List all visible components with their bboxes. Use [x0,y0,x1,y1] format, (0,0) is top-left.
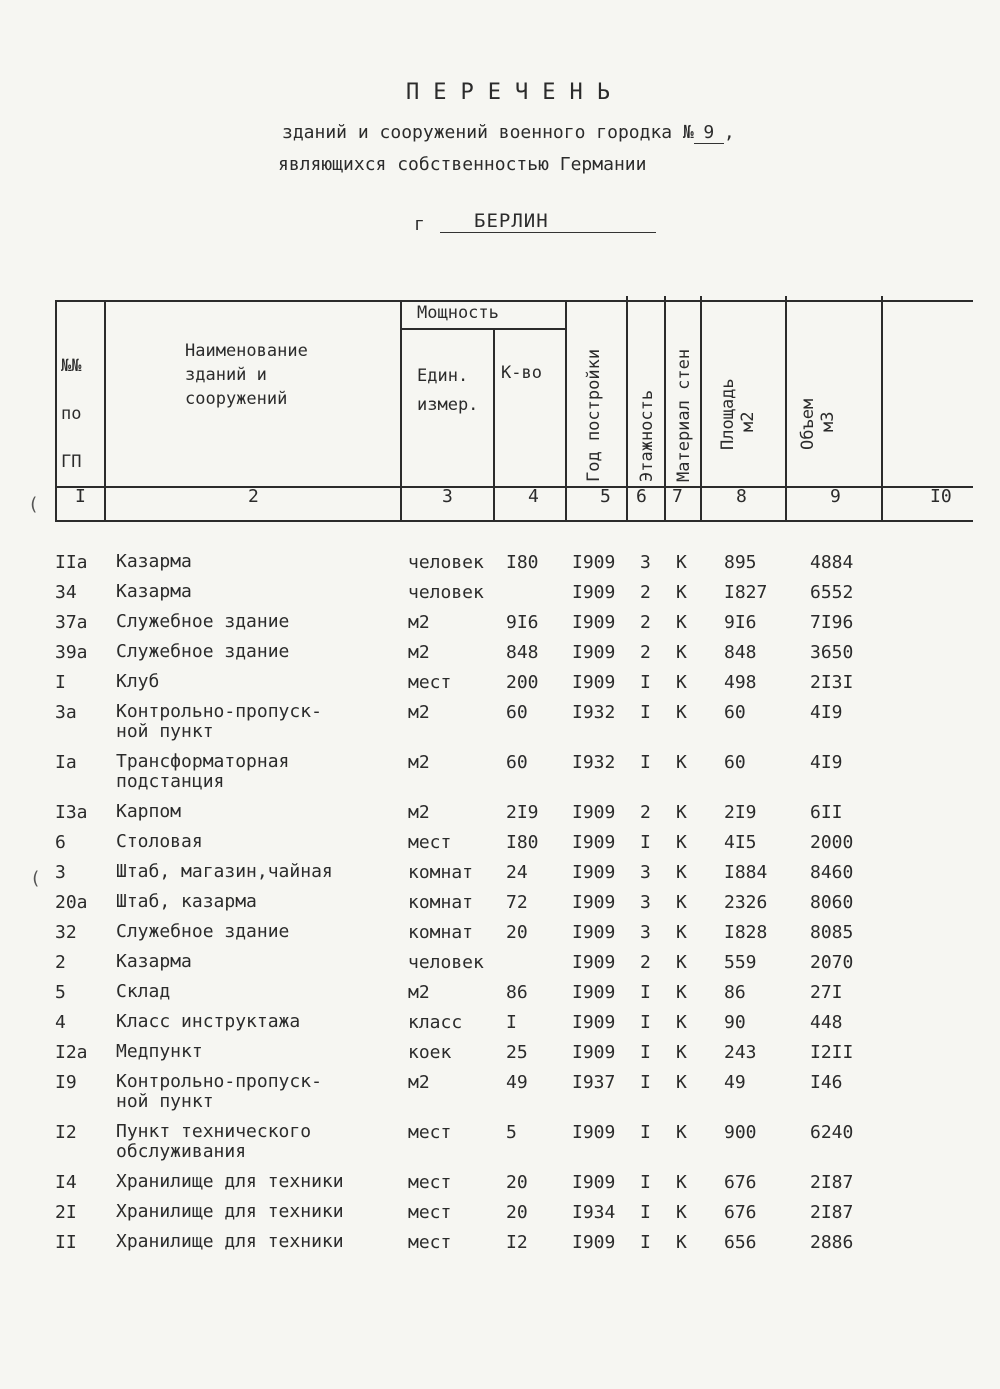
header-num-line: по [61,404,82,424]
cell-volume: 2070 [810,952,854,973]
cell-num: 34 [55,582,77,603]
cell-floors: 2 [640,582,651,603]
cell-unit: м2 [408,1072,430,1093]
subtitle-comma: , [723,122,735,143]
cell-area: 243 [724,1042,757,1063]
header-vline [626,296,628,522]
cell-volume: I46 [810,1072,843,1093]
subtitle-line-1 [282,122,735,144]
punch-hole-mark: ( [28,494,39,515]
cell-wall: К [676,1042,687,1063]
header-num [61,342,81,486]
cell-qty: 24 [506,862,528,883]
cell-name-line: Служебное здание [116,611,290,632]
cell-qty: I [506,1012,517,1033]
cell-name [116,1072,322,1112]
column-number: 3 [442,486,453,507]
cell-name [116,672,159,692]
cell-year: I909 [572,1172,616,1193]
cell-qty: 20 [506,1172,528,1193]
cell-unit: мест [408,1122,452,1143]
header-unit-line: Един. [417,366,469,386]
cell-volume: 4884 [810,552,854,573]
cell-name-line: подстанция [116,771,225,792]
cell-year: I909 [572,1012,616,1033]
cell-qty: 60 [506,702,528,723]
cell-area: 656 [724,1232,757,1253]
cell-volume: 27I [810,982,843,1003]
cell-area: 60 [724,702,746,723]
cell-unit: мест [408,832,452,853]
cell-wall: К [676,802,687,823]
header-top-line [55,300,973,302]
header-area [719,378,758,450]
cell-name-line: Столовая [116,831,203,852]
cell-year: I909 [572,1232,616,1253]
cell-volume: 8460 [810,862,854,883]
cell-name [116,642,289,662]
cell-name-line: Казарма [116,951,192,972]
cell-floors: I [640,1072,651,1093]
cell-floors: I [640,702,651,723]
cell-wall: К [676,1072,687,1093]
punch-hole-mark: ( [30,868,41,889]
cell-qty: 25 [506,1042,528,1063]
cell-name-line: Карпом [116,801,182,822]
cell-volume: 7I96 [810,612,854,633]
cell-name-line: Пункт технического [116,1121,312,1142]
cell-unit: класс [408,1012,463,1033]
cell-unit: м2 [408,802,430,823]
cell-qty: 60 [506,752,528,773]
cell-name [116,552,192,572]
cell-floors: 2 [640,642,651,663]
cell-unit: комнат [408,922,474,943]
cell-area: 4I5 [724,832,757,853]
cell-area: 498 [724,672,757,693]
cell-year: I909 [572,552,616,573]
header-bottom-line [55,520,973,522]
header-name-line: Наименование [185,341,308,361]
cell-name-line: Трансформаторная [116,751,290,772]
column-number: I0 [930,486,952,507]
cell-year: I937 [572,1072,616,1093]
cell-wall: К [676,1232,687,1253]
cell-area: 895 [724,552,757,573]
cell-area: 559 [724,952,757,973]
cell-wall: К [676,892,687,913]
cell-name [116,832,203,852]
cell-name [116,862,333,882]
cell-volume: 6II [810,802,843,823]
cell-name-line: Хранилище для техники [116,1201,344,1222]
cell-num: I2 [55,1122,77,1143]
header-volume-line: м3 [817,411,838,432]
cell-name-line: Казарма [116,551,192,572]
cell-num: I4 [55,1172,77,1193]
cell-volume: 8085 [810,922,854,943]
cell-year: I909 [572,642,616,663]
column-number: I [75,486,86,507]
header-volume [799,399,838,450]
cell-name-line: Хранилище для техники [116,1171,344,1192]
cell-volume: 2I87 [810,1172,854,1193]
cell-area: 9I6 [724,612,757,633]
cell-name-line: Контрольно-пропуск- [116,701,322,722]
cell-floors: I [640,672,651,693]
cell-num: 2I [55,1202,77,1223]
cell-unit: м2 [408,612,430,633]
cell-wall: К [676,952,687,973]
header-unit-line: измер. [417,394,479,415]
cell-volume: 6240 [810,1122,854,1143]
cell-wall: К [676,552,687,573]
cell-floors: I [640,752,651,773]
cell-area: I827 [724,582,768,603]
cell-num: I [55,672,66,693]
cell-volume: 4I9 [810,702,843,723]
cell-qty: I2 [506,1232,528,1253]
cell-year: I909 [572,582,616,603]
cell-num: IIа [55,552,88,573]
cell-name [116,1232,344,1252]
cell-name-line: ной пункт [116,1091,214,1112]
cell-unit: м2 [408,982,430,1003]
cell-num: 39а [55,642,88,663]
cell-name [116,612,289,632]
cell-year: I909 [572,1122,616,1143]
cell-name [116,702,322,742]
cell-wall: К [676,1122,687,1143]
subtitle-text: зданий и сооружений военного городка № [282,122,694,143]
cell-floors: I [640,1012,651,1033]
cell-name-line: Класс инструктажа [116,1011,301,1032]
cell-volume: 2000 [810,832,854,853]
cell-wall: К [676,752,687,773]
cell-floors: I [640,832,651,853]
cell-num: 37а [55,612,88,633]
cell-year: I909 [572,862,616,883]
cell-unit: м2 [408,642,430,663]
cell-name-line: Штаб, казарма [116,891,257,912]
cell-volume: 8060 [810,892,854,913]
header-vline [400,300,402,522]
cell-num: 6 [55,832,66,853]
header-unit [417,362,478,420]
cell-wall: К [676,642,687,663]
cell-qty: 49 [506,1072,528,1093]
cell-floors: I [640,982,651,1003]
cell-wall: К [676,1202,687,1223]
town-number: 9 [694,122,724,144]
cell-floors: I [640,1232,651,1253]
cell-year: I909 [572,922,616,943]
header-vline [700,296,702,522]
cell-num: 32 [55,922,77,943]
cell-name-line: Клуб [116,671,160,692]
header-year: Год постройки [584,348,604,482]
cell-num: 20а [55,892,88,913]
cell-unit: мест [408,1232,452,1253]
header-num-line: №№ [61,356,82,376]
cell-area: I884 [724,862,768,883]
cell-unit: человек [408,552,484,573]
cell-qty: 20 [506,922,528,943]
cell-volume: 3650 [810,642,854,663]
cell-qty: 2I9 [506,802,539,823]
header-vline [493,328,495,522]
capacity-underline [400,328,565,330]
cell-floors: 3 [640,922,651,943]
cell-year: I932 [572,702,616,723]
cell-floors: 2 [640,612,651,633]
cell-name [116,1042,203,1062]
cell-volume: 448 [810,1012,843,1033]
cell-qty: 5 [506,1122,517,1143]
cell-unit: мест [408,672,452,693]
header-num-line: ГП [61,452,82,472]
cell-name-line: Медпункт [116,1041,203,1062]
document-title: ПЕРЕЧЕНЬ [406,80,624,105]
header-qty: К-во [501,363,542,383]
cell-wall: К [676,982,687,1003]
cell-year: I909 [572,832,616,853]
cell-name [116,952,192,972]
cell-year: I909 [572,612,616,633]
cell-area: 676 [724,1202,757,1223]
cell-volume: 2I87 [810,1202,854,1223]
cell-unit: человек [408,952,484,973]
city-prefix: г [414,214,425,235]
cell-qty: 848 [506,642,539,663]
cell-name-line: Служебное здание [116,641,290,662]
column-number: 8 [736,486,747,507]
cell-name-line: Склад [116,981,171,1002]
column-number: 6 [636,486,647,507]
cell-year: I909 [572,952,616,973]
cell-qty: 72 [506,892,528,913]
cell-unit: коек [408,1042,452,1063]
cell-area: 2I9 [724,802,757,823]
cell-num: I9 [55,1072,77,1093]
cell-name [116,982,170,1002]
cell-volume: 6552 [810,582,854,603]
cell-name-line: Штаб, магазин,чайная [116,861,333,882]
cell-unit: комнат [408,862,474,883]
cell-year: I909 [572,672,616,693]
cell-floors: I [640,1172,651,1193]
cell-qty: I80 [506,552,539,573]
cell-num: 3а [55,702,77,723]
cell-num: I3а [55,802,88,823]
cell-num: 5 [55,982,66,1003]
cell-floors: I [640,1202,651,1223]
column-number: 5 [600,486,611,507]
cell-wall: К [676,922,687,943]
cell-num: 2 [55,952,66,973]
cell-qty: I80 [506,832,539,853]
cell-name [116,802,181,822]
header-vline [785,296,787,522]
column-number: 9 [830,486,841,507]
cell-wall: К [676,672,687,693]
header-vline [565,300,567,522]
cell-name [116,892,257,912]
cell-qty: 9I6 [506,612,539,633]
cell-qty: 86 [506,982,528,1003]
cell-year: I909 [572,1042,616,1063]
cell-area: 60 [724,752,746,773]
cell-volume: 2I3I [810,672,854,693]
city-name: БЕРЛИН [440,210,656,233]
header-vline [55,300,57,522]
header-wall: Материал стен [674,348,694,482]
cell-name [116,1012,300,1032]
cell-volume: 4I9 [810,752,843,773]
cell-floors: 3 [640,892,651,913]
cell-num: I2а [55,1042,88,1063]
header-name-line: зданий и [185,364,267,385]
cell-area: 86 [724,982,746,1003]
cell-unit: мест [408,1202,452,1223]
cell-area: I828 [724,922,768,943]
cell-year: I909 [572,892,616,913]
cell-floors: 2 [640,952,651,973]
cell-name [116,1122,311,1162]
cell-area: 49 [724,1072,746,1093]
cell-area: 676 [724,1172,757,1193]
header-floors: Этажность [637,389,657,482]
header-vline [664,296,666,522]
header-vline [104,300,106,522]
cell-wall: К [676,832,687,853]
cell-floors: 2 [640,802,651,823]
cell-year: I909 [572,802,616,823]
cell-volume: I2II [810,1042,854,1063]
cell-floors: 3 [640,862,651,883]
cell-area: 2326 [724,892,768,913]
cell-name-line: ной пункт [116,721,214,742]
subtitle-line-2: являющихся собственностью Германии [278,154,647,175]
cell-year: I909 [572,982,616,1003]
cell-area: 90 [724,1012,746,1033]
cell-name [116,752,289,792]
cell-num: II [55,1232,77,1253]
cell-name-line: Хранилище для техники [116,1231,344,1252]
cell-num: 4 [55,1012,66,1033]
cell-qty: 200 [506,672,539,693]
cell-name [116,922,289,942]
cell-name-line: обслуживания [116,1141,247,1162]
cell-floors: I [640,1122,651,1143]
cell-wall: К [676,612,687,633]
column-number: 2 [248,486,259,507]
cell-wall: К [676,1172,687,1193]
cell-unit: мест [408,1172,452,1193]
cell-num: Iа [55,752,77,773]
header-capacity: Мощность [417,303,499,323]
header-area-line: Площадь [718,378,738,450]
header-name-line: сооружений [185,388,288,409]
cell-wall: К [676,702,687,723]
cell-qty: 20 [506,1202,528,1223]
header-volume-line: Объем [798,398,818,450]
cell-name [116,582,192,602]
column-number: 4 [528,486,539,507]
column-number: 7 [672,486,683,507]
cell-name [116,1202,344,1222]
cell-area: 848 [724,642,757,663]
cell-name-line: Контрольно-пропуск- [116,1071,322,1092]
cell-wall: К [676,862,687,883]
cell-floors: I [640,1042,651,1063]
cell-unit: комнат [408,892,474,913]
cell-name-line: Казарма [116,581,192,602]
header-area-line: м2 [737,411,758,432]
cell-name-line: Служебное здание [116,921,290,942]
cell-volume: 2886 [810,1232,854,1253]
cell-unit: человек [408,582,484,603]
cell-num: 3 [55,862,66,883]
cell-area: 900 [724,1122,757,1143]
cell-wall: К [676,1012,687,1033]
cell-name [116,1172,344,1192]
cell-year: I934 [572,1202,616,1223]
header-name [185,340,308,411]
header-vline [881,296,883,522]
cell-unit: м2 [408,702,430,723]
cell-floors: 3 [640,552,651,573]
cell-year: I932 [572,752,616,773]
cell-wall: К [676,582,687,603]
cell-unit: м2 [408,752,430,773]
